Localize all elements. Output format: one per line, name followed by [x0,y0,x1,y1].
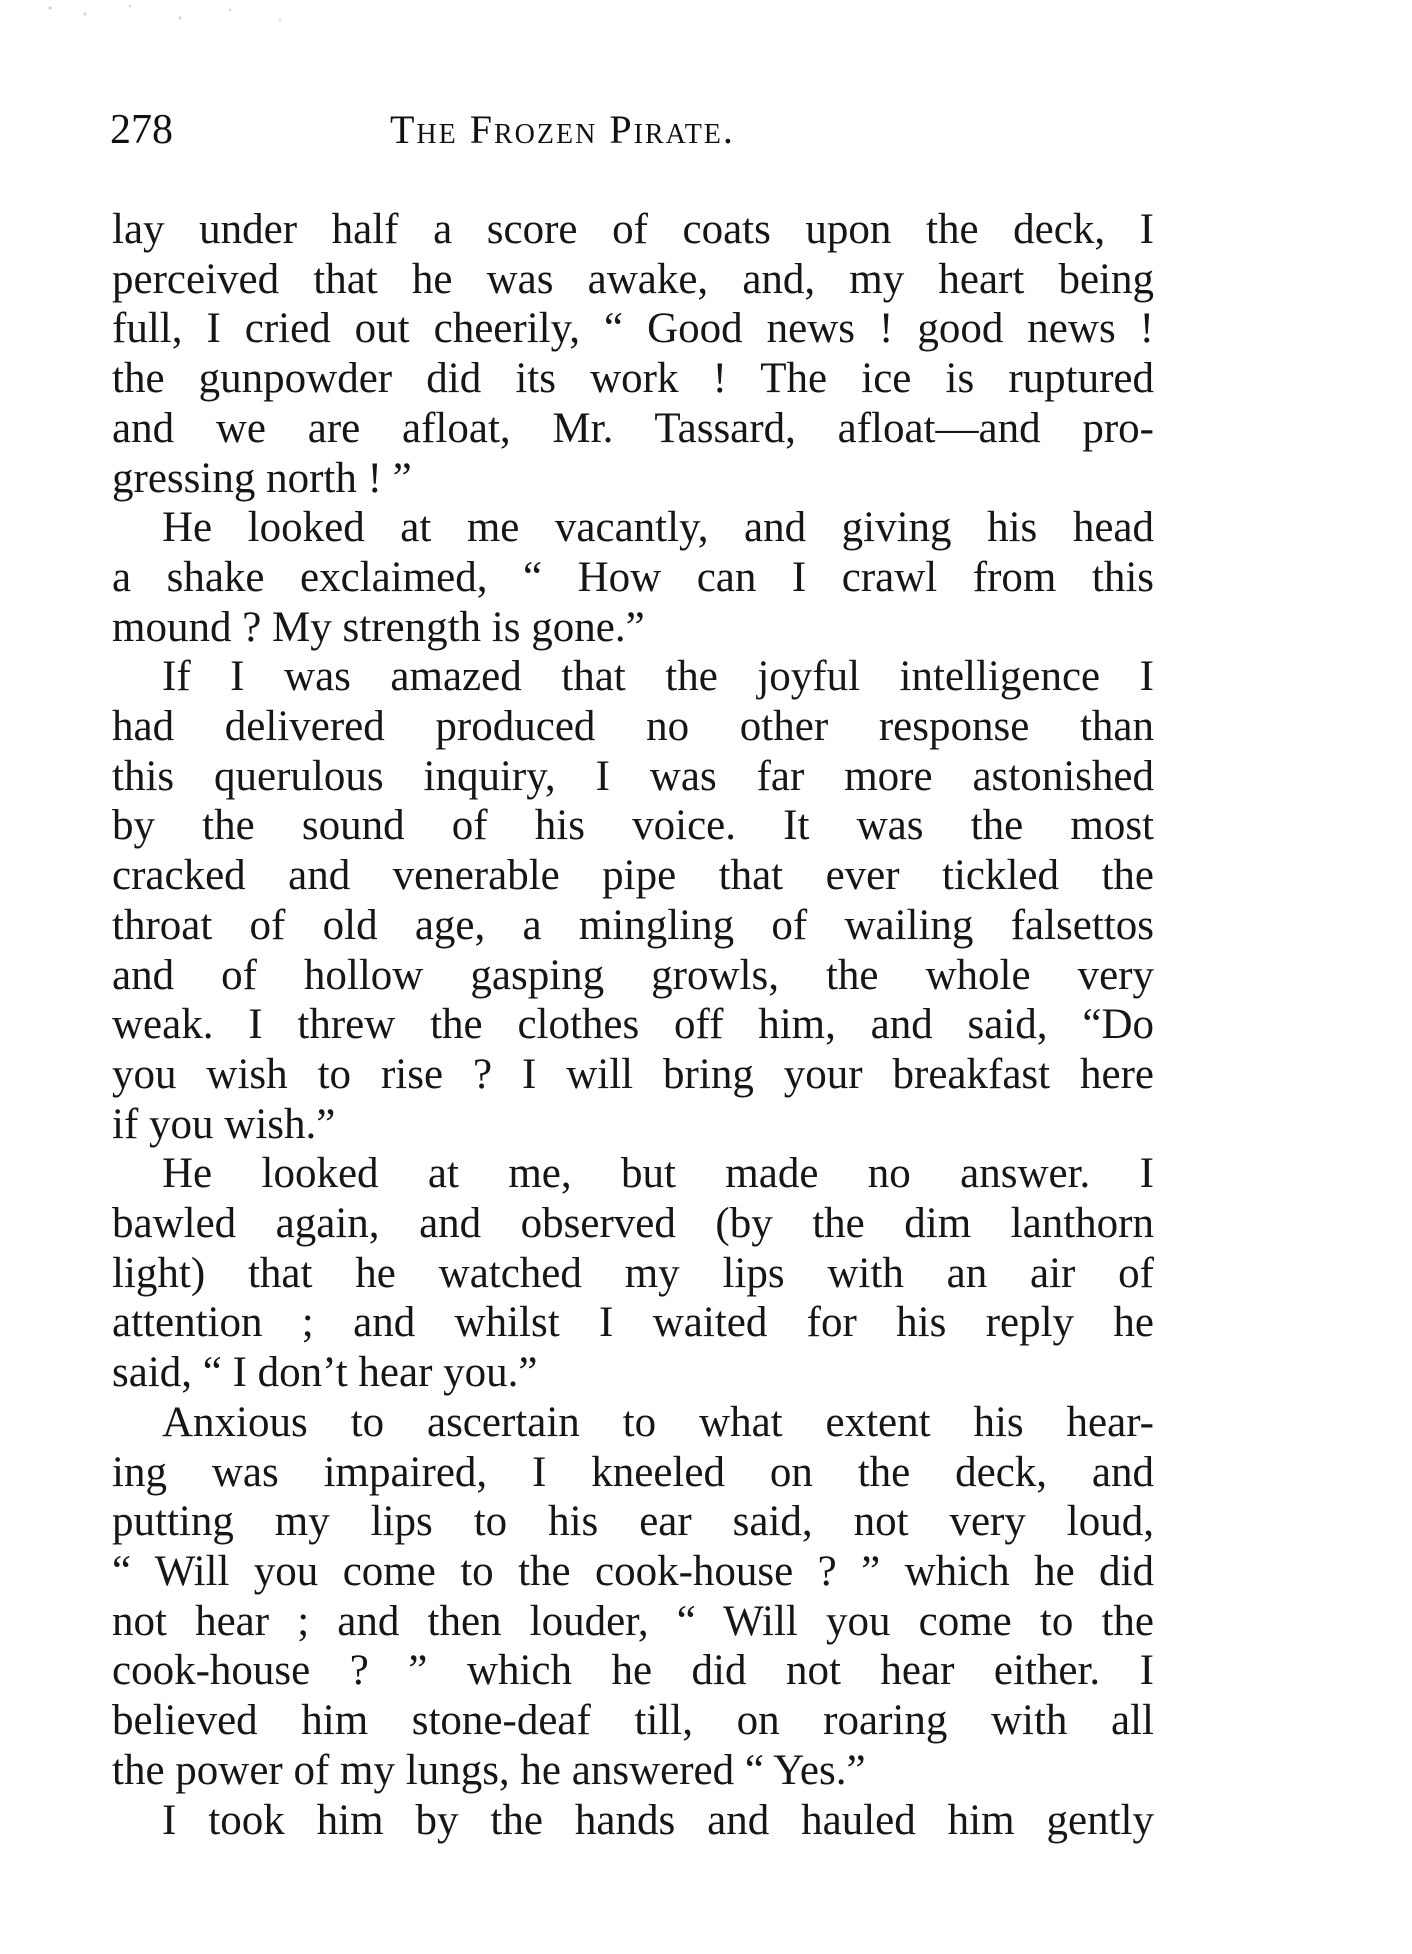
text-line: perceived that he was awake, and, my heart being [112,255,1154,303]
text-line: bawled again, and observed (by the dim lanthorn [112,1200,1154,1248]
text-line: said, “ I don’t hear you.” [112,1349,538,1397]
text-line: and of hollow gasping growls, the whole very [112,951,1154,999]
paragraph-3 [112,652,1154,1149]
text-line: full, I cried out cheerily, “ Good news ! good news ! [112,305,1154,353]
paragraph-2 [112,503,1154,652]
text-line: a shake exclaimed, “ How can I crawl from this [112,553,1154,601]
text-line: I took him by the hands and hauled him gently [162,1796,1154,1844]
text-line: and we are afloat, Mr. Tassard, afloat—and pro- [112,404,1154,452]
text-line: if you wish.” [112,1100,336,1148]
page-header [110,100,1160,160]
text-line: If I was amazed that the joyful intelligence I [162,653,1154,701]
text-line: the power of my lungs, he answered “ Yes.” [112,1746,866,1794]
text-line: attention ; and whilst I waited for his reply he [112,1299,1154,1347]
text-line: He looked at me vacantly, and giving his head [162,504,1154,552]
text-line: He looked at me, but made no answer. I [162,1150,1154,1198]
paragraph-5 [112,1398,1154,1796]
text-line: weak. I threw the clothes off him, and said, “Do [112,1001,1154,1049]
text-line: Anxious to ascertain to what extent his hear- [162,1398,1154,1446]
text-line: mound ? My strength is gone.” [112,603,645,651]
body-text [112,205,1154,1845]
paragraph-4 [112,1149,1154,1398]
text-line: by the sound of his voice. It was the most [112,802,1154,850]
text-line: “ Will you come to the cook-house ? ” which he did [112,1547,1154,1595]
text-line: the gunpowder did its work ! The ice is ruptured [112,355,1154,403]
running-title: The Frozen Pirate. [390,107,735,152]
text-line: gressing north ! ” [112,454,412,502]
text-line: had delivered produced no other response than [112,703,1154,751]
text-line: cracked and venerable pipe that ever tickled the [112,852,1154,900]
scan-specks [40,0,300,30]
page-number: 278 [110,107,173,153]
text-line: ing was impaired, I kneeled on the deck, and [112,1448,1154,1496]
text-line: this querulous inquiry, I was far more astonished [112,752,1154,800]
text-line: you wish to rise ? I will bring your breakfast here [112,1050,1154,1098]
text-line: not hear ; and then louder, “ Will you come to the [112,1597,1154,1645]
text-line: cook-house ? ” which he did not hear either. I [112,1647,1154,1695]
text-line: lay under half a score of coats upon the deck, I [112,206,1154,253]
text-line: light) that he watched my lips with an air of [112,1249,1154,1297]
text-line: believed him stone-deaf till, on roaring with all [112,1697,1154,1745]
paragraph-1 [112,205,1154,503]
text-line: putting my lips to his ear said, not very loud, [112,1498,1154,1546]
text-line: throat of old age, a mingling of wailing falsettos [112,901,1154,949]
paragraph-6 [112,1796,1154,1846]
